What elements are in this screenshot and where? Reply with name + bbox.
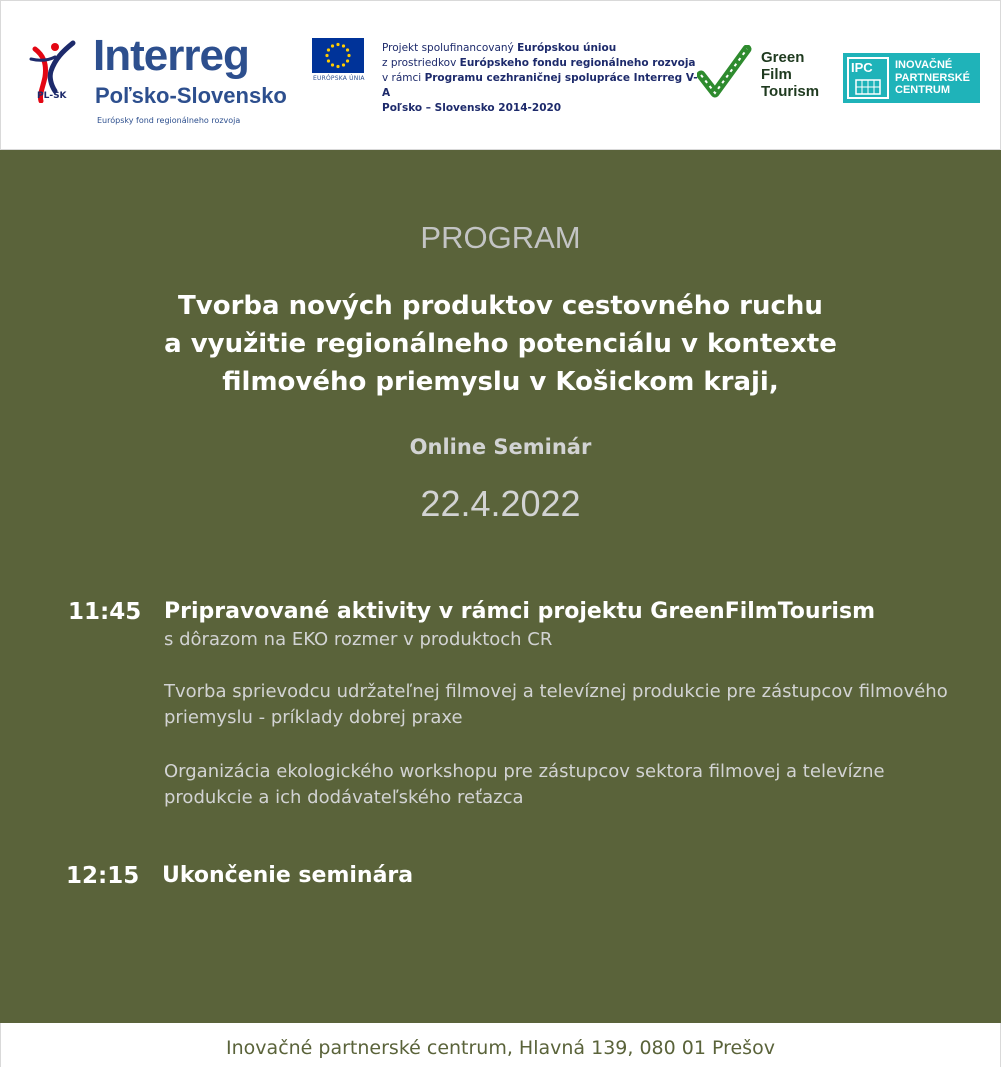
gft-word-3: Tourism — [761, 83, 820, 100]
seminar-title-line-1: Tvorba nových produktov cestovného ruchu — [178, 291, 823, 321]
eu-star-icon — [327, 59, 330, 62]
header-logo-bar — [0, 0, 1001, 150]
eu-star-icon — [336, 43, 339, 46]
seminar-title-line-2: a využitie regionálneho potenciálu v kontexte — [164, 329, 837, 359]
eu-star-icon — [331, 63, 334, 66]
seminar-title-line-3: filmového priemyslu v Košickom kraji, — [222, 367, 779, 397]
ipc-label-line-1: INOVAČNÉ — [895, 59, 953, 71]
agenda-title-2: Ukončenie seminára — [162, 863, 414, 888]
eu-label: EURÓPSKA ÚNIA — [313, 75, 365, 82]
seminar-type: Online Seminár — [409, 435, 592, 459]
footer-address: Inovačné partnerské centrum, Hlavná 139, 080 01 Prešov — [0, 1023, 1001, 1067]
eu-star-icon — [342, 63, 345, 66]
program-heading: PROGRAM — [420, 220, 581, 255]
agenda-subtitle-1: s dôrazom na EKO rozmer v produktoch CR — [164, 629, 553, 650]
ipc-letters: IPC — [851, 60, 873, 75]
gft-word-1: Green — [761, 49, 805, 66]
eu-star-icon — [336, 65, 339, 68]
cofinancing-line2-bold: Európskeho fondu regionálneho rozvoja — [459, 57, 696, 69]
program-panel — [0, 150, 1001, 1023]
pl-sk-label: PL-SK — [37, 91, 67, 101]
cofinancing-statement — [382, 41, 702, 116]
eu-flag-icon — [312, 38, 364, 73]
eu-star-icon — [346, 48, 349, 51]
green-film-tourism-logo-text — [761, 49, 819, 100]
agenda-detail-1: Tvorba sprievodcu udržateľnej filmovej a televíznej produkcie pre zástupcov filmového priemyslu - príklady dobrej praxe — [164, 681, 948, 728]
ipc-logo — [843, 53, 980, 103]
seminar-title — [80, 287, 921, 401]
ipc-label-line-2: PARTNERSKÉ — [895, 71, 970, 84]
interreg-logo-word: Interreg — [93, 31, 249, 80]
eu-star-icon — [327, 48, 330, 51]
eu-star-icon — [346, 59, 349, 62]
cofinancing-line1-bold: Európskou úniou — [517, 42, 617, 54]
eu-star-icon — [331, 44, 334, 47]
eu-star-icon — [342, 44, 345, 47]
eu-star-icon — [325, 54, 328, 57]
cofinancing-line1-plain: Projekt spolufinancovaný — [382, 42, 518, 54]
agenda-time-1: 11:45 — [68, 599, 142, 625]
building-icon — [855, 78, 881, 95]
ipc-building-icon — [847, 57, 889, 99]
cofinancing-line3-bold: Programu cezhraničnej spolupráce Interreg V-A — [382, 72, 698, 99]
seminar-date: 22.4.2022 — [420, 483, 581, 524]
interreg-region: Poľsko-Slovensko — [95, 83, 287, 108]
ipc-label — [895, 59, 970, 97]
gft-word-2: Film — [761, 66, 792, 83]
agenda-time-2: 12:15 — [66, 863, 140, 889]
agenda-detail-2: Organizácia ekologického workshopu pre zástupcov sektora filmovej a televízne produkcie a ich dodávateľského reťazca — [164, 761, 885, 808]
agenda-title-1: Pripravované aktivity v rámci projektu GreenFilmTourism — [164, 599, 875, 624]
cofinancing-line4-bold: Poľsko – Slovensko 2014-2020 — [382, 102, 562, 114]
cofinancing-line2-plain: z prostriedkov — [382, 57, 460, 69]
eu-star-icon — [347, 54, 350, 57]
interreg-fund-caption: Európsky fond regionálneho rozvoja — [97, 116, 241, 125]
film-strip-check-icon — [697, 45, 753, 101]
cofinancing-line3-plain: v rámci — [382, 72, 425, 84]
ipc-label-line-3: CENTRUM — [895, 84, 950, 96]
